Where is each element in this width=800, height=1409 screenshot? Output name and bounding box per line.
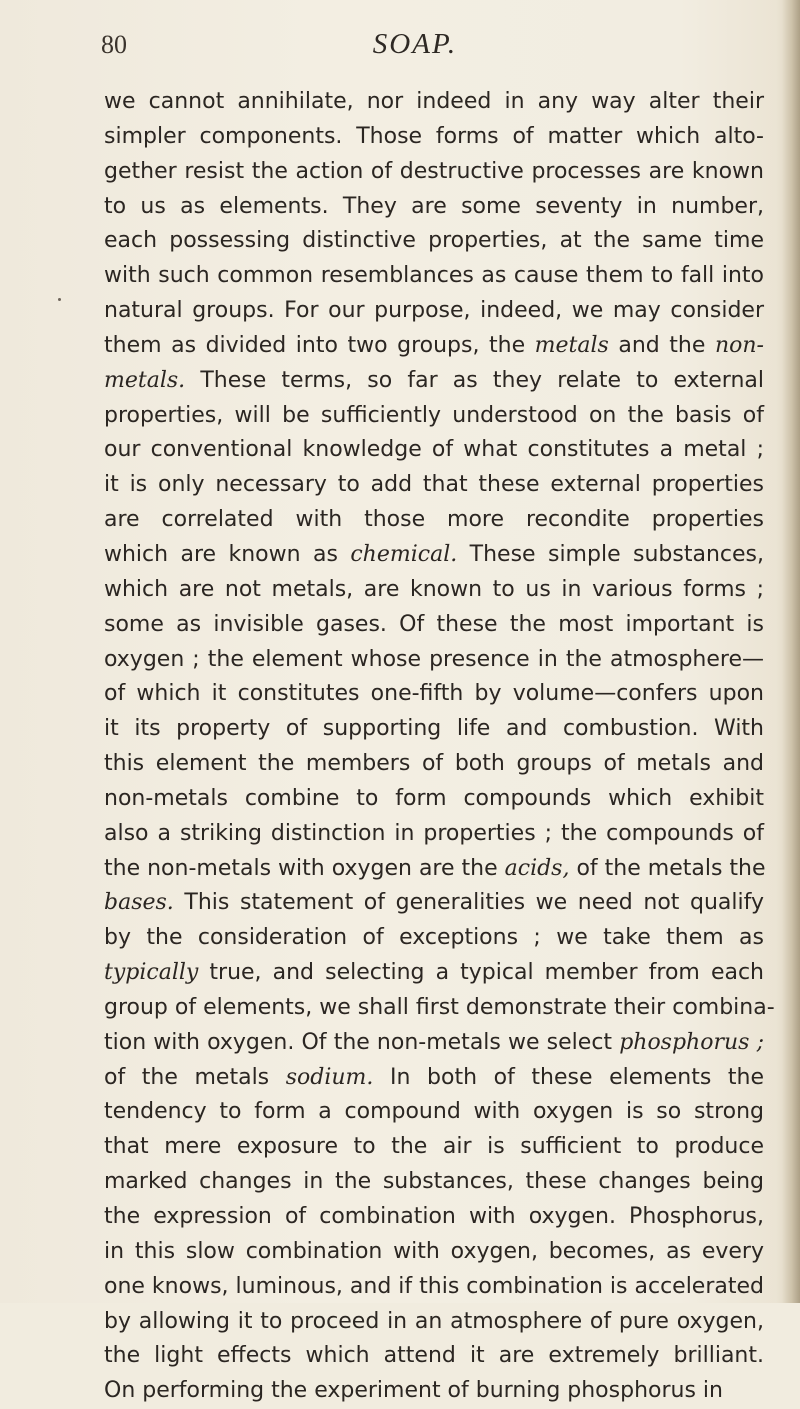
text-line — [104, 956, 764, 991]
text-run: group of elements, we shall first demonstrate their combina- — [104, 994, 775, 1020]
text-line — [104, 1374, 764, 1409]
text-run: with such common resemblances as cause them to fall into — [104, 263, 764, 289]
text-run: and the — [608, 332, 715, 358]
text-run: it is only necessary to add that these external properties — [104, 472, 764, 498]
text-run: properties, will be sufficiently understood on the basis of — [104, 402, 764, 428]
text-line — [104, 224, 764, 259]
text-line — [104, 852, 764, 887]
text-run: On performing the experiment of burning phosphorus in — [104, 1378, 723, 1404]
italic-term: phosphorus ; — [619, 1029, 764, 1055]
text-run: it its property of supporting life and combustion. With — [104, 716, 764, 742]
text-line — [104, 573, 764, 608]
italic-term: bases. — [104, 890, 174, 916]
italic-term: metals. — [104, 367, 186, 393]
page-edge-shadow — [782, 0, 800, 1303]
running-head: SOAP. — [372, 28, 458, 60]
text-line — [104, 991, 775, 1026]
text-run: the expression of combination with oxygen. Phosphorus, — [104, 1204, 764, 1229]
text-line — [104, 1339, 764, 1374]
text-run: the non-metals with oxygen are the — [104, 855, 505, 881]
text-line — [104, 782, 764, 817]
text-run: also a striking distinction in properties ; the compounds of — [104, 820, 764, 846]
text-run: by allowing it to proceed in an atmosphere of pure oxygen, — [104, 1308, 764, 1334]
text-line — [104, 1235, 764, 1270]
text-run: that mere exposure to the air is sufficient to produce — [104, 1134, 764, 1160]
text-run: simpler components. Those forms of matter which alto- — [104, 123, 764, 149]
text-line — [104, 1200, 764, 1235]
italic-term: metals — [534, 332, 609, 358]
text-line — [104, 1095, 764, 1130]
text-run: the light effects which attend it are extremely brilliant. — [104, 1343, 764, 1369]
text-run: These terms, so far as they relate to external — [185, 367, 764, 393]
text-line — [104, 712, 764, 747]
text-run: non-metals combine to form compounds which exhibit — [104, 785, 764, 811]
text-run: of the metals — [104, 1064, 286, 1090]
text-line — [104, 608, 764, 643]
text-run: we cannot annihilate, nor indeed in any way alter their — [104, 89, 764, 114]
text-line — [104, 886, 764, 921]
text-run: in this slow combination with oxygen, becomes, as every — [104, 1238, 764, 1264]
text-run: this element the members of both groups of metals and — [104, 751, 764, 777]
text-run: oxygen ; the element whose presence in the atmosphere— — [104, 646, 764, 672]
text-line — [104, 433, 764, 468]
text-line — [104, 190, 764, 225]
page-number: 80 — [101, 30, 127, 59]
text-run: true, and selecting a typical member from each — [198, 960, 764, 986]
text-run: of the metals the — [569, 855, 766, 881]
text-line — [104, 329, 764, 364]
text-line — [104, 1305, 764, 1340]
text-line — [104, 364, 764, 399]
text-run: tion with oxygen. Of the non-metals we select — [104, 1029, 620, 1055]
text-run: tendency to form a compound with oxygen is so strong — [104, 1099, 764, 1125]
italic-term: non- — [714, 332, 764, 358]
text-run: some as invisible gases. Of these the most important is — [104, 611, 764, 637]
text-line — [104, 1165, 764, 1200]
body-text — [104, 85, 775, 1409]
text-line — [104, 468, 764, 503]
text-line — [104, 677, 764, 712]
text-run: our conventional knowledge of what constitutes a metal ; — [104, 437, 764, 463]
italic-term: typically — [104, 960, 199, 986]
page-header — [0, 20, 800, 60]
text-run: marked changes in the substances, these changes being — [104, 1169, 764, 1195]
text-run: each possessing distinctive properties, at the same time — [104, 228, 764, 254]
text-line — [104, 747, 764, 782]
text-line — [104, 1061, 764, 1096]
text-run: one knows, luminous, and if this combination is accelerated — [104, 1273, 764, 1299]
text-line — [104, 817, 764, 852]
text-run: natural groups. For our purpose, indeed, we may consider — [104, 298, 764, 324]
text-line — [104, 120, 764, 155]
text-line — [104, 538, 764, 573]
text-line — [104, 643, 764, 678]
text-run: to us as elements. They are some seventy in number, — [104, 193, 764, 219]
text-line — [104, 294, 764, 329]
text-run: which are not metals, are known to us in various forms ; — [104, 576, 764, 602]
text-run: In both of these elements the — [373, 1064, 764, 1090]
text-line — [104, 399, 764, 434]
text-line — [104, 1270, 764, 1305]
text-run: by the consideration of exceptions ; we take them as — [104, 925, 764, 951]
text-run: which are known as — [104, 541, 351, 567]
text-line — [104, 921, 764, 956]
italic-term: chemical. — [350, 541, 458, 567]
text-run: This statement of generalities we need not qualify — [173, 890, 764, 916]
text-line — [104, 1130, 764, 1165]
text-run: them as divided into two groups, the — [104, 332, 535, 358]
text-run: are correlated with those more recondite properties — [104, 507, 764, 533]
text-run: gether resist the action of destructive processes are known — [104, 158, 764, 184]
italic-term: acids, — [504, 855, 570, 881]
text-line — [104, 259, 764, 294]
text-run: of which it constitutes one-fifth by volume—confers upon — [104, 681, 764, 707]
italic-term: sodium. — [285, 1064, 374, 1090]
text-line — [104, 85, 764, 120]
text-run: These simple substances, — [457, 541, 764, 567]
text-line — [104, 155, 764, 190]
margin-mark — [58, 298, 61, 301]
text-line — [104, 1026, 764, 1061]
text-line — [104, 503, 764, 538]
